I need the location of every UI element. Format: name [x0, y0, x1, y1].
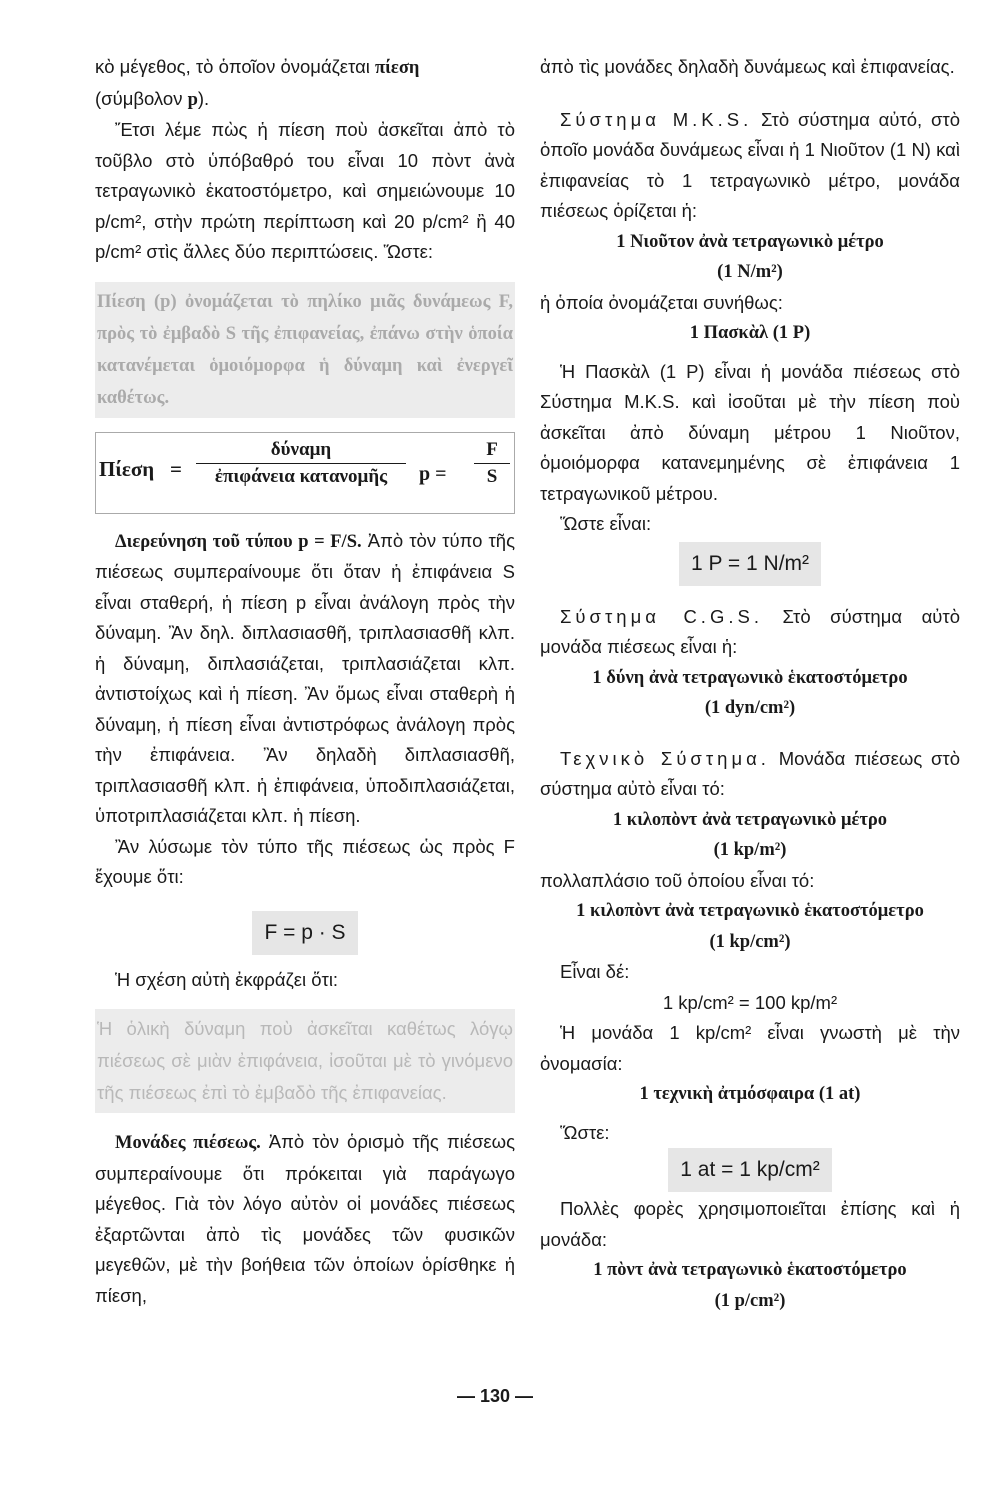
fraction-denominator: ἐπιφάνεια κατανομῆς [214, 465, 388, 487]
text: ). [197, 87, 210, 109]
paragraph: Ὥστε εἶναι: [560, 513, 652, 534]
unit-line: 1 Νιοῦτον ἀνὰ τετραγωνικὸ μέτρο [616, 231, 884, 252]
conversion-line: 1 kp/cm² = 100 kp/m² [662, 991, 838, 1013]
fraction-numerator: δύναμη [196, 439, 406, 464]
unit-line: 1 δύνη ἀνὰ τετραγωνικὸ ἑκατοστόμετρο [592, 667, 908, 688]
paragraph: Ἡ Πασκὰλ (1 P) εἶναι ἡ μονάδα πιέσεως στὸ Σύστημα M.K.S. καὶ ἰσοῦται μὲ τὴν πίεση ποὺ ἀσκεῖται ἀπὸ δύναμη μέτρου 1 Νιοῦτον, ὁμοιόμορφα κατανεμημένης σὲ ἐπιφάνεια 1 τετραγωνικοῦ μέτρου. [540, 360, 960, 504]
heading-bold: Μονάδες πιέσεως. [115, 1133, 261, 1153]
paragraph: πολλαπλάσιο τοῦ ὁποίου εἶναι τό: [540, 869, 815, 891]
unit-symbol: (1 p/cm²) [714, 1290, 786, 1311]
unit-line: 1 τεχνικὴ ἀτμόσφαιρα (1 at) [639, 1084, 861, 1104]
formula2-wrap [95, 911, 515, 955]
unit-symbol: (1 kp/m²) [713, 840, 787, 860]
definition-box: Πίεση (p) ὀνομάζεται τὸ πηλίκο μιᾶς δυνάμεως F, πρὸς τὸ ἐμβαδὸ S τῆς ἐπιφανείας, ἐπάνω στὴν ὁποία κατανέμεται ὁμοιόμορφα ἡ δύναμη καὶ ἐνεργεῖ καθέτως. [95, 282, 515, 418]
fraction-s: S [486, 465, 498, 487]
unit-symbol: (1 dyn/cm²) [704, 698, 796, 718]
atm-eq-wrap [540, 1148, 960, 1192]
text: Ἀπὸ τὸν ὁρισμὸ τῆς πιέσεως συμπεραίνουμε ὅτι πρόκειται γιὰ παράγωγο μέγεθος. Γιὰ τὸν λόγο αὐτὸν οἱ μονάδες πιέσεως ἐξαρτῶνται ἀπὸ τὶς μονάδες τῶν φυσικῶν μεγεθῶν, μὲ τὴν βοήθεια τῶν ὁποίων ὁρίσθηκε ἡ πίεση, [95, 1131, 515, 1306]
paragraph: Εἶναι δέ: [560, 961, 630, 982]
unit-line: 1 κιλοπὸντ ἀνὰ τετραγωνικὸ ἑκατοστόμετρο [576, 901, 924, 921]
unit-line: 1 πὸντ ἀνὰ τετραγωνικὸ ἑκατοστόμετρο [593, 1260, 907, 1280]
text: κὸ μέγεθος, τὸ ὁποῖον ὀνομάζεται [95, 56, 376, 77]
formula-fraction-fs [474, 439, 510, 488]
system-label: Τεχνικὸ Σύστημα. [560, 747, 770, 769]
unit-symbol: (1 kp/cm²) [709, 931, 791, 952]
system-label: Σύστημα M.K.S. [560, 108, 753, 130]
paragraph: Ἔτσι λέμε πὼς ἡ πίεση ποὺ ἀσκεῖται ἀπὸ τὸ τοῦβλο στὸ ὑπόβαθρό του εἶναι 10 πὸντ ἀνὰ τετραγωνικὸ ἑκατοστόμετρο, καὶ σημειώνουμε 10 p/cm², στὴν πρώτη περίπτωση καὶ 20 p/cm² ἢ 40 p/cm² στὶς ἄλλες δύο περιπτώσεις. Ὥστε: [95, 119, 515, 262]
system-label: Σύστημα C.G.S. [560, 605, 763, 627]
pressure-formula-box [95, 432, 515, 514]
paragraph: Πολλὲς φορὲς χρησιμοποιεῖται ἐπίσης καὶ ἡ μονάδα: [540, 1198, 960, 1250]
pascal-eq-wrap [540, 542, 960, 586]
paragraph: ἡ ὁποία ὀνομάζεται συνήθως: [540, 291, 783, 313]
atm-equation: 1 at = 1 kp/cm² [668, 1148, 831, 1192]
paragraph: Ἡ μονάδα 1 kp/cm² εἶναι γνωστὴ μὲ τὴν ὀνομασία: [540, 1022, 960, 1074]
text: Στὸ σύστημα αὐτό, στὸ ὁποῖο μονάδα δυνάμεως εἶναι ἡ 1 Νιοῦτον (1 N) καὶ ἐπιφανείας τὸ 1 τετραγωνικὸ μέτρο, μονάδα πιέσεως ὁρίζεται ἡ: [540, 108, 960, 221]
term-bold: πίεση [375, 58, 420, 78]
right-column [540, 52, 960, 1316]
fraction-f: F [474, 439, 510, 464]
formula-f-ps: F = p · S [252, 911, 357, 955]
text: (σύμβολον [95, 87, 188, 109]
formula-fraction [196, 439, 406, 488]
paragraph [540, 744, 960, 805]
pascal-equation: 1 P = 1 N/m² [679, 542, 821, 586]
unit-line: 1 Πασκὰλ (1 P) [689, 323, 811, 343]
left-column [95, 52, 515, 1311]
paragraph: Ἡ σχέση αὐτὴ ἐκφράζει ὅτι: [115, 968, 339, 990]
unit-symbol: (1 N/m²) [717, 262, 783, 282]
paragraph: Ἂν λύσωμε τὸν τύπο τῆς πιέσεως ὡς πρὸς F ἔχουμε ὅτι: [95, 835, 515, 887]
paragraph [95, 1127, 515, 1311]
symbol-bold: p [187, 89, 198, 110]
text: Ἀπὸ τὸν τύπο τῆς πιέσεως συμπεραίνουμε ὅτι ὅταν ἡ ἐπιφάνεια S εἶναι σταθερή, ἡ πίεση p εἶναι ἀνάλογη πρὸς τὴν δύναμη. Ἂν δηλ. διπλασιασθῆ, τριπλασιασθῆ κλπ. ἡ δύναμη, διπλασιάζεται, τριπλασιάζεται κλπ. ἀντιστοίχως καὶ ἡ πίεση. Ἂν ὅμως εἶναι σταθερὴ ἡ δύναμη, ἡ πίεση εἶναι ἀντιστρόφως ἀνάλογη πρὸς τὴν ἐπιφάνεια. Ἂν δηλαδὴ διπλασιασθῆ, τριπλασιασθῆ κλπ. ἡ ἐπιφάνεια, ὑποδιπλασιάζεται, ὑποτριπλασιάζεται κλπ. ἡ πίεση. [95, 529, 516, 826]
formula-equals: = [170, 456, 182, 481]
paragraph [540, 602, 960, 663]
formula-label: Πίεση [99, 456, 155, 481]
paragraph: ἀπὸ τὶς μονάδες δηλαδὴ δυνάμεως καὶ ἐπιφανείας. [540, 56, 955, 77]
heading-bold: Διερεύνηση τοῦ τύπου p = F/S. [115, 531, 362, 552]
formula-p-equals: p = [419, 462, 447, 485]
paragraph [95, 526, 515, 832]
statement-box: Ἡ ὁλικὴ δύναμη ποὺ ἀσκεῖται καθέτως λόγῳ πιέσεως σὲ μιὰν ἐπιφάνεια, ἰσοῦται μὲ τὸ γινόμενο τῆς πιέσεως ἐπὶ τὸ ἐμβαδὸ τῆς ἐπιφανείας. [95, 1009, 515, 1113]
text: Στὸ σύστημα αὐτὸ μονάδα πιέσεως εἶναι ἡ: [540, 605, 960, 657]
text: Μονάδα πιέσεως στὸ σύστημα αὐτὸ εἶναι τό: [540, 747, 961, 799]
paragraph: Ὥστε: [560, 1121, 610, 1143]
paragraph [95, 52, 515, 115]
unit-line: 1 κιλοπὸντ ἀνὰ τετραγωνικὸ μέτρο [612, 809, 888, 830]
paragraph [540, 105, 960, 227]
page-number: — 130 — [456, 1386, 534, 1406]
